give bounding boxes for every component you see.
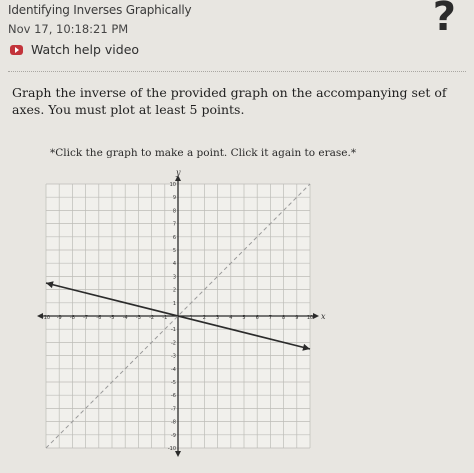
y-tick-label: 5	[172, 248, 176, 254]
x-tick-label: 8	[282, 315, 286, 321]
y-tick-label: 3	[172, 274, 176, 281]
x-tick-label: -4	[122, 315, 128, 321]
youtube-play-icon	[10, 45, 23, 55]
y-tick-label: -7	[171, 406, 176, 413]
y-tick-label: -6	[171, 393, 176, 400]
help-question-icon[interactable]: ?	[432, 0, 456, 40]
y-tick-label: -10	[167, 446, 176, 452]
coordinate-plane[interactable]	[36, 166, 336, 462]
y-tick-label: -8	[171, 419, 176, 426]
assignment-title: Identifying Inverses Graphically	[8, 3, 192, 17]
y-tick-label: -1	[171, 327, 176, 334]
x-tick-label: 3	[216, 315, 220, 321]
y-axis-label: y	[176, 168, 181, 177]
graph-hint: *Click the graph to make a point. Click it again to erase.*	[50, 147, 357, 159]
section-divider	[8, 71, 466, 72]
y-tick-label: 10	[169, 182, 176, 188]
y-tick-label: -2	[171, 340, 176, 347]
x-tick-label: 10	[306, 315, 314, 321]
y-tick-label: 8	[172, 208, 176, 215]
x-tick-label: 2	[202, 315, 206, 321]
x-axis-arrow-right	[313, 313, 319, 319]
x-axis-label: x	[321, 312, 326, 321]
x-tick-label: 7	[268, 315, 272, 321]
x-tick-label: -7	[83, 315, 89, 321]
y-tick-label: 9	[172, 195, 176, 202]
x-tick-label: -8	[69, 315, 75, 321]
x-tick-label: -2	[149, 315, 155, 321]
x-tick-label: -3	[135, 315, 141, 321]
x-tick-label: 1	[189, 315, 193, 321]
x-tick-label: -9	[56, 315, 62, 321]
y-tick-label: -3	[171, 353, 176, 360]
x-tick-label: 4	[229, 315, 233, 321]
timestamp: Nov 17, 10:18:21 PM	[8, 22, 129, 36]
x-tick-label: 9	[295, 315, 299, 321]
x-tick-label: -10	[41, 315, 51, 321]
y-tick-label: 6	[172, 234, 176, 241]
y-tick-label: 1	[172, 300, 176, 307]
x-tick-label: -1	[162, 315, 168, 321]
y-tick-label: 7	[172, 221, 176, 228]
y-tick-label: 2	[172, 287, 176, 294]
x-tick-label: 5	[242, 315, 246, 321]
x-tick-label: 6	[255, 315, 259, 321]
question-text: Graph the inverse of the provided graph on the accompanying set of axes. You must plot at least 5 points.	[12, 85, 447, 117]
y-tick-label: -5	[171, 380, 176, 386]
x-tick-label: -6	[96, 315, 102, 321]
x-tick-label: -5	[109, 315, 115, 321]
watch-help-video-label: Watch help video	[31, 42, 140, 57]
y-tick-label: -9	[171, 432, 176, 439]
y-tick-label: 4	[172, 261, 176, 268]
watch-help-video-link[interactable]	[10, 42, 139, 57]
y-tick-label: -4	[171, 366, 176, 373]
